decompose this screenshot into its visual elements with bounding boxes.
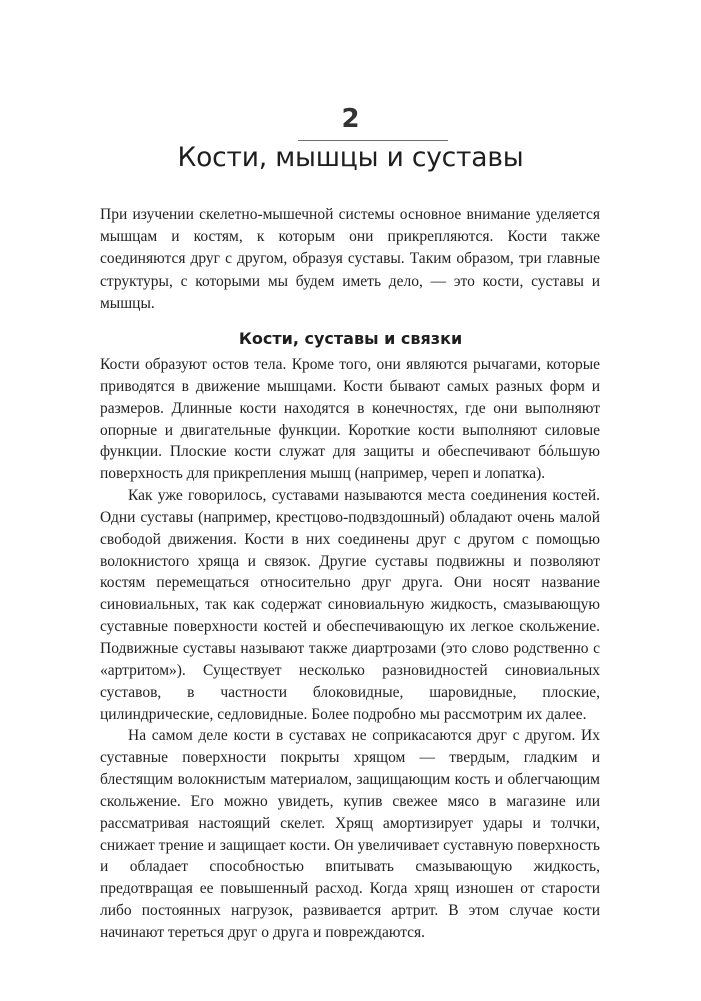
chapter-number: 2: [341, 104, 360, 134]
intro-text: При изучении скелетно-мышечной системы основное внимание уделяется мышцам и костям, к которым они прикрепляются. Кости также соединяются друг с другом, образуя суставы. Таким образом, три главные структуры, с которыми мы будем иметь дело, — это кости, суставы и мышцы.: [100, 206, 600, 312]
section-body: [100, 354, 600, 944]
body-paragraph: Кости образуют остов тела. Кроме того, они являются рычагами, которые приводятся в движение мышцами. Кости бывают самых разных форм и размеров. Длинные кости находятся в конечностях, где они выполняют опорные и двигательные функции. Короткие кости выполняют силовые функции. Плоские кости служат для защиты и обеспечивают бóльшую поверхность для прикрепления мышц (например, череп и лопатка).: [100, 356, 600, 483]
body-paragraph: Как уже говорилось, суставами называются места соединения костей. Одни суставы (например, крестцово-подвздошный) обладают очень малой свободой движения. Кости в них соединены друг с другом с помощью волокнистого хряща и связок. Другие суставы подвижны и позволяют костям перемещаться относительно друг друга. Они носят название синовиальных, так как содержат синовиальную жидкость, смазывающую суставные поверхности костей и обеспечивающую их легкое скольжение. Подвижные суставы называют также диартрозами (это слово родственно с «артритом»). Существует несколько разновидностей синовиальных суставов, в частности блоковидные, шаровидные, плоские, цилиндрические, седловидные. Более подробно мы рассмотрим их далее.: [100, 487, 600, 723]
intro-paragraph: [100, 204, 600, 315]
chapter-title: Кости, мышцы и суставы: [177, 142, 524, 173]
section-heading: Кости, суставы и связки: [238, 329, 463, 348]
chapter-rule: [298, 140, 448, 141]
body-paragraph: На самом деле кости в суставах не соприкасаются друг с другом. Их суставные поверхности покрыты хрящом — твердым, гладким и блестящим волокнистым материалом, защищающим кость и облегчающим скольжение. Его можно увидеть, купив свежее мясо в магазине или рассматривая настоящий скелет. Хрящ амортизирует удары и толчки, снижает трение и защищает кости. Он увеличивает суставную поверхность и обладает способностью впитывать смазывающую жидкость, предотвращая ее повышенный расход. Когда хрящ изношен от старости либо постоянных нагрузок, развивается артрит. В этом случае кости начинают тереться друг о друга и повреждаются.: [100, 727, 600, 941]
